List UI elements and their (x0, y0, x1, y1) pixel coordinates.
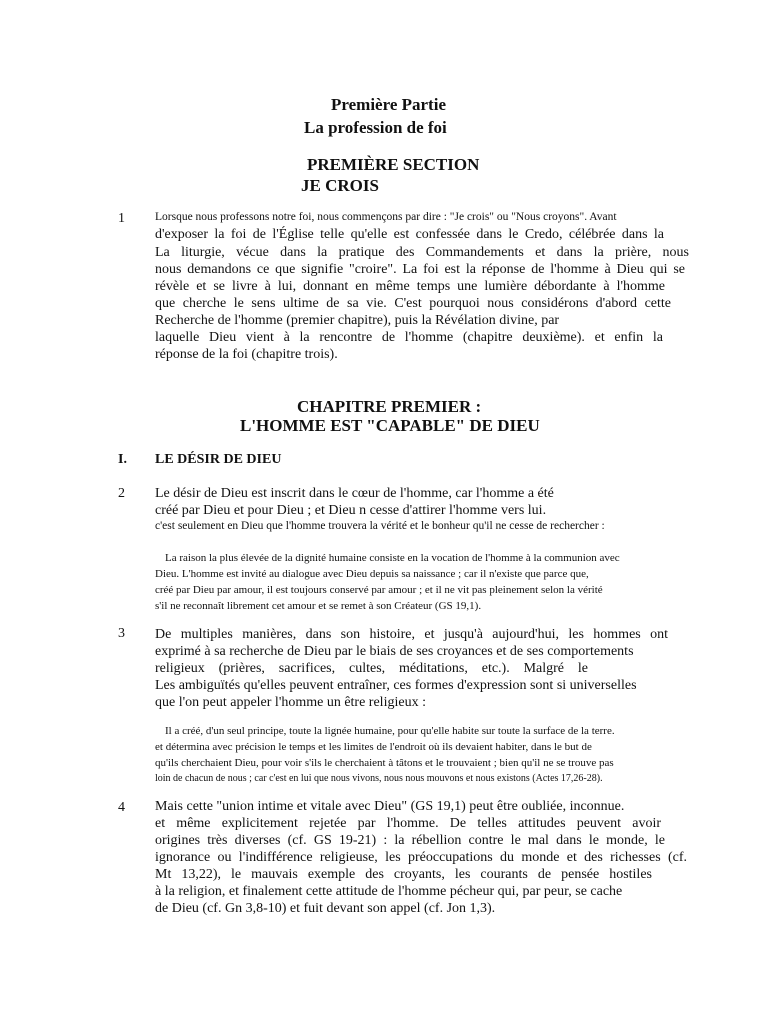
section-title: PREMIÈRE SECTION (307, 155, 480, 174)
paragraph-line: que cherche le sens ultime de sa vie. C'est pourquoi nous considérons d'abord cette (155, 296, 671, 311)
paragraph-line: Mt 13,22), le mauvais exemple des croyants, les courants de pensée hostiles (155, 867, 652, 882)
paragraph-line: révèle et se livre à lui, donnant en même temps une lumière débordante à l'homme (155, 279, 665, 294)
paragraph-line: que l'on peut appeler l'homme un être religieux : (155, 695, 426, 710)
part-title: Première Partie (331, 95, 446, 114)
paragraph-line: et même explicitement rejetée par l'homme. De telles attitudes peuvent avoir (155, 816, 661, 831)
paragraph-line: nous demandons ce que signifie "croire". La foi est la réponse de l'homme à Dieu qui se (155, 262, 685, 277)
paragraph-number: 2 (118, 486, 125, 501)
paragraph-line: Mais cette "union intime et vitale avec Dieu" (GS 19,1) peut être oubliée, inconnue. (155, 799, 625, 814)
paragraph-line: Lorsque nous professons notre foi, nous commençons par dire : "Je crois" ou "Nous croyons". Avant (155, 211, 617, 223)
quote-line: Dieu. L'homme est invité au dialogue avec Dieu depuis sa naissance ; car il n'existe que parce que, (155, 568, 589, 580)
paragraph-line: La liturgie, vécue dans la pratique des Commandements et dans la prière, nous (155, 245, 689, 260)
section-subtitle: JE CROIS (301, 176, 379, 195)
chapter-title: CHAPITRE PREMIER : (297, 397, 482, 416)
paragraph-line: Le désir de Dieu est inscrit dans le cœur de l'homme, car l'homme a été (155, 486, 554, 501)
paragraph-line: ignorance ou l'indifférence religieuse, les préoccupations du monde et des richesses (cf. (155, 850, 687, 865)
quote-line: qu'ils cherchaient Dieu, pour voir s'ils le cherchaient à tâtons et le trouvaient ; bien qu'il ne se trouve pas (155, 757, 614, 769)
paragraph-line: De multiples manières, dans son histoire, et jusqu'à aujourd'hui, les hommes ont (155, 627, 668, 642)
paragraph-line: exprimé à sa recherche de Dieu par le biais de ses croyances et de ses comportements (155, 644, 634, 659)
article-title: LE DÉSIR DE DIEU (155, 452, 282, 467)
quote-line: La raison la plus élevée de la dignité humaine consiste en la vocation de l'homme à la communion avec (165, 552, 620, 564)
paragraph-line: Les ambiguïtés qu'elles peuvent entraîner, ces formes d'expression sont si universelles (155, 678, 637, 693)
quote-line: s'il ne reconnaît librement cet amour et se remet à son Créateur (GS 19,1). (155, 600, 482, 612)
paragraph-line: laquelle Dieu vient à la rencontre de l'homme (chapitre deuxième). et enfin la (155, 330, 663, 345)
paragraph-line: origines très diverses (cf. GS 19-21) : la rébellion contre le mal dans le monde, le (155, 833, 665, 848)
paragraph-line: Recherche de l'homme (premier chapitre), puis la Révélation divine, par (155, 313, 560, 328)
paragraph-line: d'exposer la foi de l'Église telle qu'elle est confessée dans le Credo, célébrée dans la (155, 227, 664, 242)
paragraph-line: religieux (prières, sacrifices, cultes, méditations, etc.). Malgré le (155, 661, 588, 676)
quote-line: créé par Dieu par amour, il est toujours conservé par amour ; et il ne vit pas pleinement selon la vérité (155, 584, 603, 596)
article-number: I. (118, 452, 127, 467)
quote-line: Il a créé, d'un seul principe, toute la lignée humaine, pour qu'elle habite sur toute la surface de la terre. (165, 725, 615, 737)
paragraph-number: 1 (118, 211, 125, 226)
quote-line: et détermina avec précision le temps et les limites de l'endroit où ils devaient habiter, dans le but de (155, 741, 592, 753)
paragraph-number: 3 (118, 626, 125, 641)
paragraph-line: de Dieu (cf. Gn 3,8-10) et fuit devant son appel (cf. Jon 1,3). (155, 901, 496, 916)
paragraph-line: réponse de la foi (chapitre trois). (155, 347, 338, 362)
paragraph-number: 4 (118, 800, 125, 815)
chapter-subtitle: L'HOMME EST "CAPABLE" DE DIEU (240, 416, 540, 435)
part-subtitle: La profession de foi (304, 118, 447, 137)
paragraph-line: créé par Dieu et pour Dieu ; et Dieu n cesse d'attirer l'homme vers lui. (155, 503, 547, 518)
quote-line: loin de chacun de nous ; car c'est en lui que nous vivons, nous nous mouvons et nous existons (Actes 17,26-28). (155, 773, 603, 784)
paragraph-line: à la religion, et finalement cette attitude de l'homme pécheur qui, par peur, se cache (155, 884, 623, 899)
paragraph-line: c'est seulement en Dieu que l'homme trouvera la vérité et le bonheur qu'il ne cesse de rechercher : (155, 520, 605, 532)
